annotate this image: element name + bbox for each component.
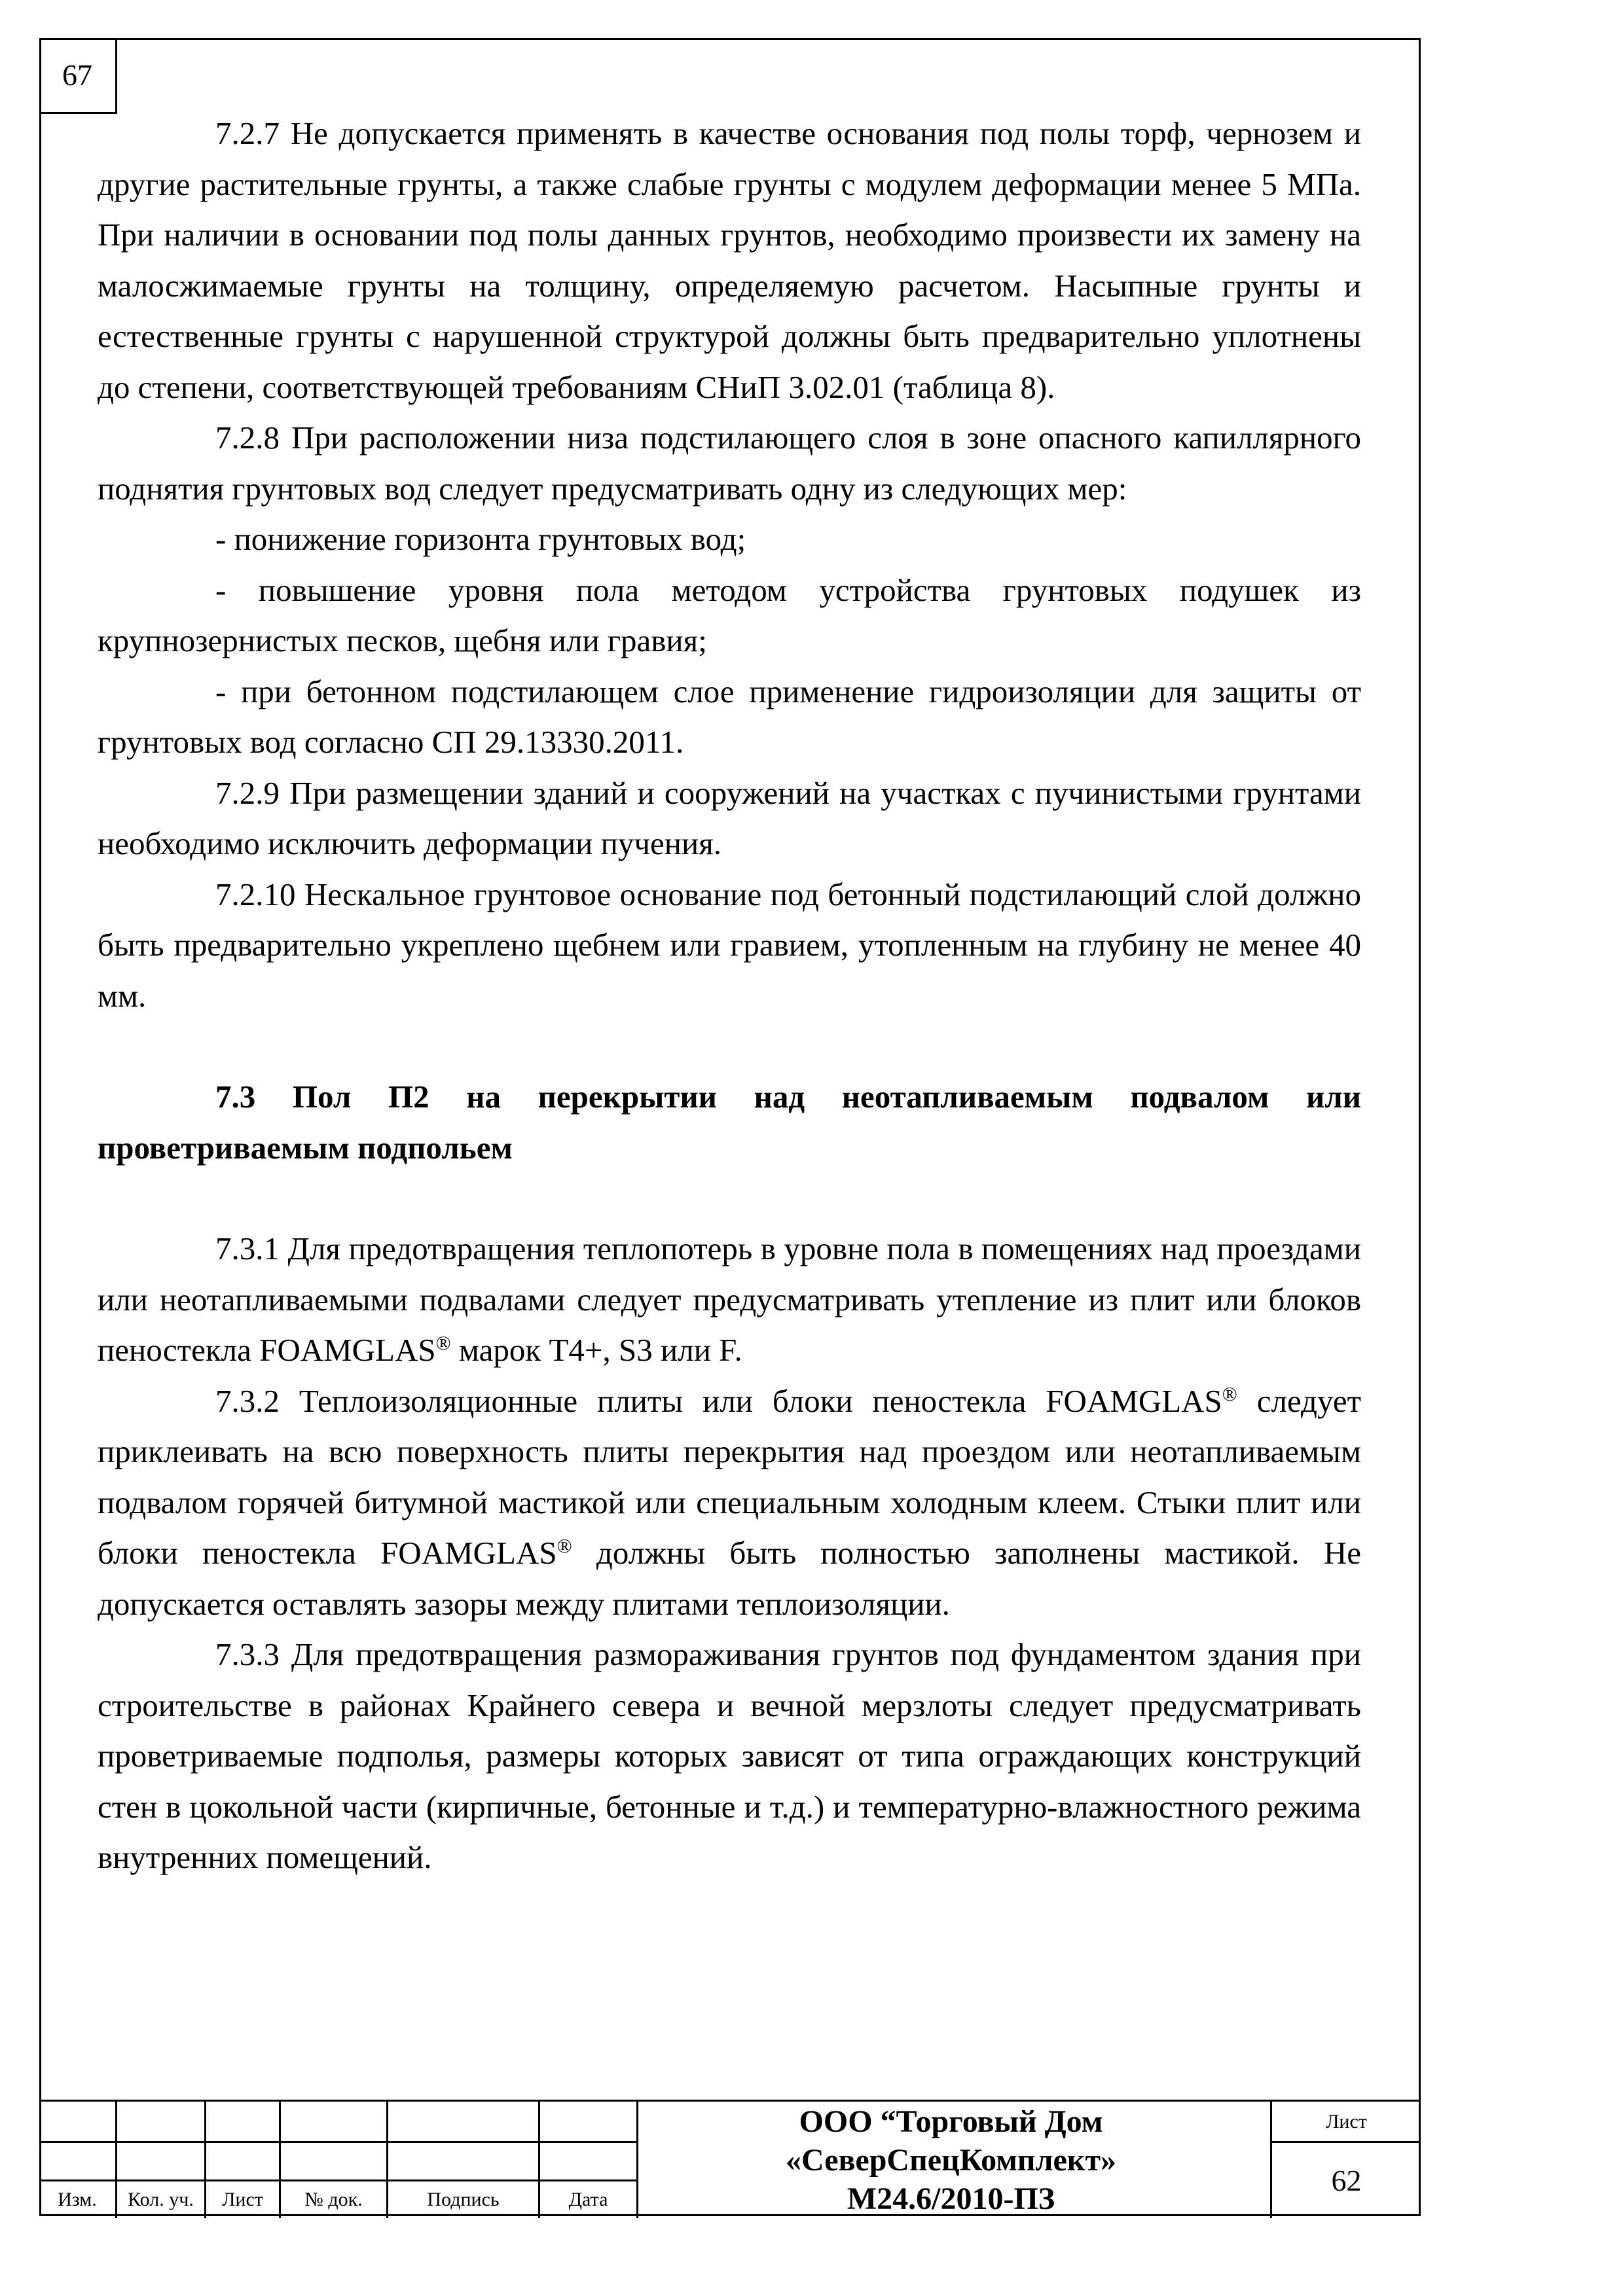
registered-mark: ®	[1222, 1382, 1237, 1405]
registered-mark: ®	[435, 1332, 451, 1355]
paragraph-7-2-8: 7.2.8 При расположении низа подстилающего слоя в зоне опасного капиллярного поднятия грунтовых вод следует предусматривать одну из следующих мер:	[98, 420, 1361, 507]
registered-mark: ®	[556, 1535, 572, 1558]
paragraph-7-3-3: 7.3.3 Для предотвращения размораживания грунтов под фундаментом здания при строительстве в районах Крайнего севера и вечной мерзлоты следует предусматривать проветриваемые подполья, размеры которых зависят от типа ограждающих конструкций стен в цокольной части (кирпичные, бетонные и т.д.) и температурно-влажностного режима внутренних помещений.	[98, 1636, 1361, 1875]
section-heading-7-3: 7.3 Пол П2 на перекрытии над неотапливаемым подвалом или проветриваемым подпольем	[98, 1079, 1361, 1166]
paragraph-7-3-1: 7.3.1 Для предотвращения теплопотерь в уровне пола в помещениях над проездами или неотапливаемыми подвалами следует предусматривать утепление из плит или блоков пеностекла FOAMGLAS® марок Т4+, S3 или F.	[98, 1230, 1361, 1368]
list-item: - повышение уровня пола методом устройства грунтовых подушек из крупнозернистых песков, щебня или гравия;	[98, 571, 1361, 658]
document-code: М24.6/2010-ПЗ	[847, 2181, 1055, 2216]
column-label-izm: Изм.	[58, 2189, 97, 2210]
column-label-doc-number: № док.	[304, 2189, 363, 2210]
document-body	[98, 108, 1361, 1883]
paragraph-7-2-7: 7.2.7 Не допускается применять в качестве основания под полы торф, чернозем и другие растительные грунты, а также слабые грунты с модулем деформации менее 5 МПа. При наличии в основании под полы данных грунтов, необходимо произвести их замену на малосжимаемые грунты на толщину, определяемую расчетом. Насыпные грунты и естественные грунты с нарушенной структурой должны быть предварительно уплотнены до степени, соответствующей требованиям СНиП 3.02.01 (таблица 8).	[98, 115, 1361, 405]
title-block	[39, 2100, 1421, 2218]
column-label-list: Лист	[222, 2189, 263, 2210]
sheet-label: Лист	[1326, 2111, 1367, 2132]
sheet-number: 62	[1331, 2163, 1362, 2197]
list-item: - понижение горизонта грунтовых вод;	[215, 521, 746, 557]
top-page-number: 67	[39, 38, 117, 114]
company-name-line2: «СеверСпецКомплект»	[785, 2142, 1117, 2178]
paragraph-7-2-9: 7.2.9 При размещении зданий и сооружений на участках с пучинистыми грунтами необходимо исключить деформации пучения.	[98, 774, 1361, 861]
paragraph-7-3-2: 7.3.2 Теплоизоляционные плиты или блоки пеностекла FOAMGLAS® следует приклеивать на всю поверхность плиты перекрытия над проездом или неотапливаемым подвалом горячей битумной мастикой или специальным холодным клеем. Стыки плит или блоки пеностекла FOAMGLAS® должны быть полностью заполнены мастикой. Не допускается оставлять зазоры между плитами теплоизоляции.	[98, 1382, 1362, 1622]
company-name-line1: ООО “Торговый Дом	[799, 2104, 1103, 2139]
column-label-date: Дата	[568, 2189, 608, 2210]
list-item: - при бетонном подстилающем слое применение гидроизоляции для защиты от грунтовых вод согласно СП 29.13330.2011.	[98, 673, 1361, 760]
column-label-kol-uch: Кол. уч.	[128, 2189, 194, 2210]
paragraph-7-2-10: 7.2.10 Нескальное грунтовое основание под бетонный подстилающий слой должно быть предварительно укреплено щебнем или гравием, утопленным на глубину не менее 40 мм.	[98, 876, 1361, 1014]
company-block	[638, 2102, 1264, 2218]
column-label-signature: Подпись	[427, 2189, 500, 2210]
